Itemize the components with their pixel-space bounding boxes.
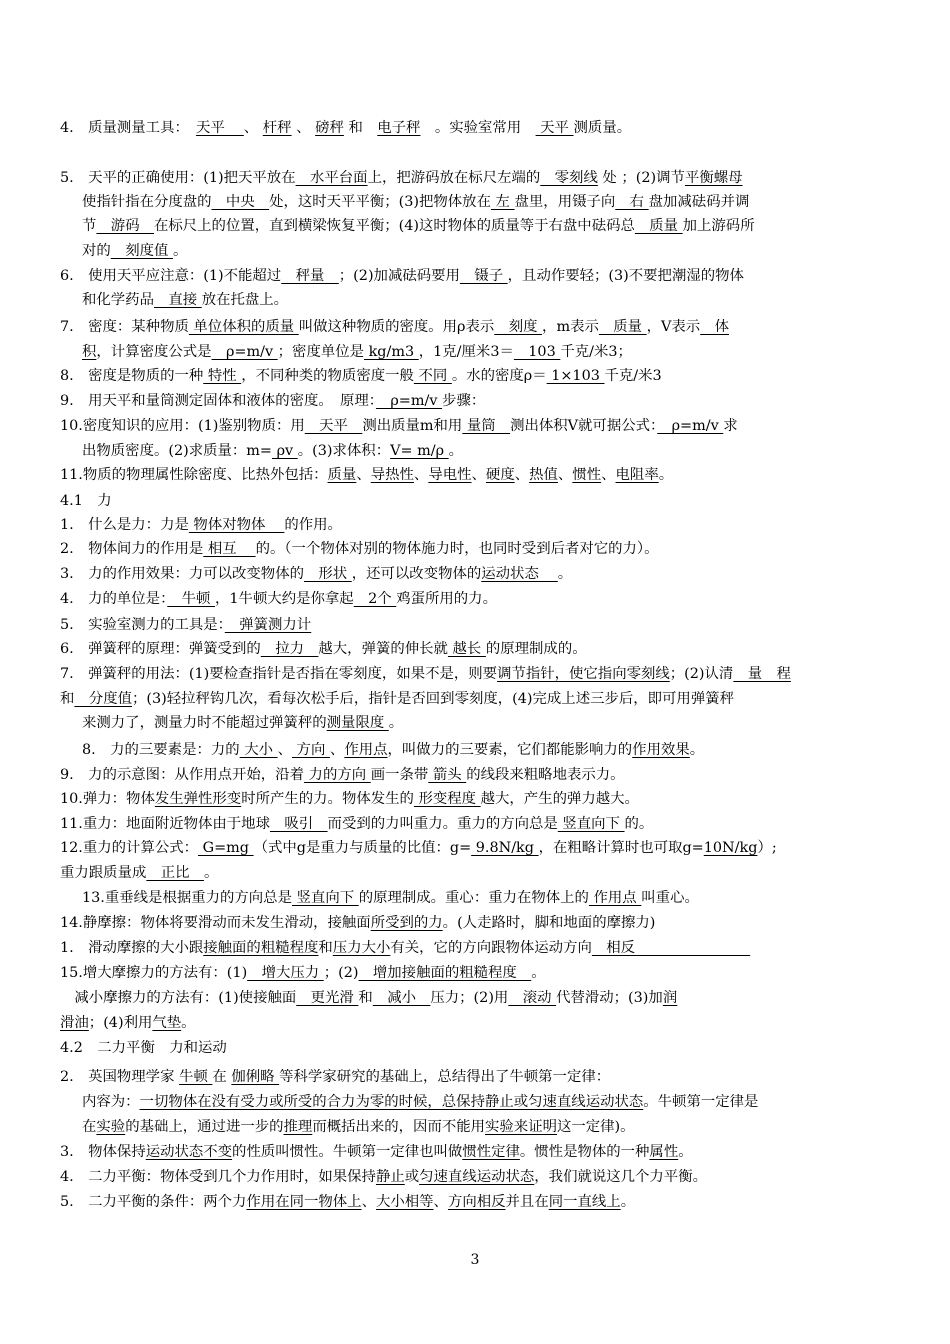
text-segment: 处，这时天平平衡；(3)把物体放在 — [269, 194, 491, 210]
text-segment: 。 — [678, 1144, 693, 1160]
text-line — [82, 214, 912, 238]
answer-blank: 一切物体在没有受力或所受的合力为零的时候，总保持静止或匀速直线运动状态 — [139, 1094, 644, 1110]
text-segment: 。 — [689, 742, 705, 758]
answer-blank: 9.8N/kg — [471, 840, 539, 856]
text-segment: ，还可以改变物体的 — [351, 566, 482, 582]
text-line — [60, 911, 890, 935]
text-segment: 。实验室常用 — [420, 120, 536, 136]
answer-blank: 惯性 — [572, 467, 602, 483]
text-segment: 、 — [514, 467, 530, 483]
text-line — [60, 315, 890, 339]
answer-blank: 作用在同一物体上 — [246, 1194, 362, 1210]
answer-blank: 中央 — [211, 194, 270, 210]
text-segment: 代替滑动；(3)加 — [556, 990, 663, 1006]
text-segment: 5. 天平的正确使用：(1)把天平放在 — [60, 170, 296, 186]
text-line — [60, 936, 890, 960]
text-segment: 叫重心。 — [641, 890, 699, 906]
text-segment: ，1克/厘米3＝ — [418, 344, 514, 360]
answer-blank: 1×103 — [546, 368, 605, 384]
answer-blank: 气垫 — [152, 1015, 182, 1031]
text-segment: 8. 力的三要素是：力的 — [82, 742, 240, 758]
text-segment: 叫做这种物质的密度。用ρ表示 — [298, 319, 495, 335]
text-segment: 、 — [329, 742, 345, 758]
answer-blank: 磅秤 — [315, 120, 344, 136]
answer-blank: 伽俐略 — [231, 1069, 280, 1085]
text-line — [60, 562, 890, 586]
text-line — [60, 1140, 890, 1164]
text-line — [60, 116, 890, 140]
answer-blank: 游码 — [96, 218, 154, 234]
text-segment: 而概括出来的，因而不能用 — [312, 1119, 486, 1135]
text-line — [60, 1165, 890, 1189]
text-segment: 5. 实验室测力的工具是： — [60, 617, 225, 633]
text-line — [60, 812, 890, 836]
text-segment: 测出质量m和用 — [362, 418, 463, 434]
text-line — [82, 1115, 912, 1139]
text-line — [82, 288, 912, 312]
answer-blank: 所受到的力 — [370, 915, 443, 931]
page-number: 3 — [470, 1252, 480, 1268]
answer-blank: 电阻率 — [615, 467, 659, 483]
answer-blank: 103 — [513, 344, 561, 360]
answer-blank: 作用点 — [344, 742, 388, 758]
answer-blank: 水平台面 — [295, 170, 368, 186]
answer-blank: 刻度 — [494, 319, 543, 335]
text-segment: 10.弹力：物体 — [60, 791, 155, 807]
text-segment: 3. 力的作用效果：力可以改变物体的 — [60, 566, 304, 582]
text-segment: 4.1 力 — [60, 493, 112, 509]
text-segment: 、 — [277, 742, 292, 758]
text-segment: 。 — [181, 1015, 196, 1031]
text-segment: 处 ；(2)调节 — [597, 170, 685, 186]
answer-blank: 秤量 — [281, 268, 339, 284]
answer-blank: 润 — [662, 990, 678, 1006]
answer-blank: 分度值 — [74, 691, 132, 707]
answer-blank: 实验 — [96, 1119, 126, 1135]
text-segment: 等科学家研究的基础上，总结得出了牛顿第一定律： — [279, 1069, 611, 1085]
answer-blank: 推理 — [283, 1119, 313, 1135]
text-segment: ；(3)轻拉秤钩几次，看每次松手后，指针是否回到零刻度，(4)完成上述三步后，即可用弹簧秤 — [131, 691, 734, 707]
text-segment: 7. 密度：某种物质 — [60, 319, 189, 335]
text-segment: 2. 英国物理学家 — [60, 1069, 180, 1085]
answer-blank: 导热性 — [370, 467, 414, 483]
answer-blank: ρ=m/v — [657, 418, 724, 434]
answer-blank: 正比 — [146, 865, 204, 881]
answer-blank: 方向 — [291, 742, 330, 758]
text-segment: 的原理制成的。 — [485, 641, 587, 657]
text-segment: 4.2 二力平衡 力和运动 — [60, 1040, 227, 1056]
text-segment: 7. 弹簧秤的用法：(1)要检查指针是否指在零刻度，如果不是，则要 — [60, 666, 498, 682]
text-line — [82, 439, 912, 463]
text-line — [60, 763, 890, 787]
answer-blank: 直接 — [153, 292, 202, 308]
answer-blank: 属性 — [649, 1144, 679, 1160]
text-segment: 越大，产生的弹力越大。 — [480, 791, 639, 807]
answer-blank: 滑油 — [60, 1015, 89, 1031]
text-segment: 越大，弹簧的伸长就 — [318, 641, 448, 657]
text-line — [60, 986, 890, 1010]
text-segment: 6. 弹簧秤的原理：弹簧受到的 — [60, 641, 261, 657]
text-segment: 、 — [413, 467, 429, 483]
text-segment: 上，把游码放在标尺左端的 — [367, 170, 541, 186]
answer-blank: 力的方向 — [303, 767, 371, 783]
text-segment: ，在粗略计算时也可取g= — [538, 840, 704, 856]
text-segment: 8. 密度是物质的一种 — [60, 368, 204, 384]
text-segment: 压力；(2)用 — [430, 990, 509, 1006]
answer-blank: 质量 — [327, 467, 357, 483]
text-line — [60, 961, 890, 985]
answer-blank: 刻度值 — [110, 243, 173, 259]
text-segment: 。 — [620, 1194, 636, 1210]
text-segment: 来测力了，测量力时不能超过弹簧秤的 — [82, 715, 327, 731]
text-segment: 、 — [471, 467, 486, 483]
text-segment: 11.物质的物理属性除密度、比热外包括： — [60, 467, 328, 483]
text-segment: 重力跟质量成 — [60, 865, 147, 881]
text-line — [60, 537, 890, 561]
answer-blank: 硬度 — [485, 467, 515, 483]
text-segment: 并且在 — [505, 1194, 549, 1210]
text-segment: 的。 — [624, 816, 654, 832]
text-line — [60, 264, 890, 288]
answer-blank: 拉力 — [260, 641, 319, 657]
answer-blank: 杆秤 — [262, 120, 292, 136]
text-segment: 和 — [358, 990, 373, 1006]
text-segment: 11.重力：地面附近物体由于地球 — [60, 816, 270, 832]
text-segment: 和化学药品 — [82, 292, 154, 308]
answer-blank: 越长 — [447, 641, 486, 657]
text-segment: 。牛顿第一定律是 — [643, 1094, 759, 1110]
answer-blank: 左 — [490, 194, 515, 210]
answer-blank: 调节指针，使它指向零刻线 — [497, 666, 670, 682]
text-line — [82, 340, 912, 364]
answer-blank: 吸引 — [269, 816, 328, 832]
text-segment: 1. 什么是力：力是 — [60, 517, 189, 533]
text-segment: ，叫做力的三要素，它们都能影响力的 — [387, 742, 633, 758]
text-segment: 、 — [243, 120, 263, 136]
text-segment: 的。（一个物体对别的物体施力时，也同时受到后者对它的力）。 — [255, 541, 659, 557]
text-line — [60, 489, 890, 513]
text-segment: 9. 力的示意图：从作用点开始，沿着 — [60, 767, 304, 783]
text-segment: 有关，它的方向跟物体运动方向 — [390, 940, 592, 956]
text-segment: 、 — [557, 467, 573, 483]
answer-blank: 量筒 — [462, 418, 511, 434]
answer-blank: ρ=m/v — [211, 344, 278, 360]
text-segment: 的原理制成。重心：重力在物体上的 — [358, 890, 589, 906]
text-line — [60, 637, 890, 661]
text-segment: 5. 二力平衡的条件：两个力 — [60, 1194, 247, 1210]
text-segment: 和 — [318, 940, 333, 956]
answer-blank: 方向相反 — [447, 1194, 506, 1210]
text-segment: ，m表示 — [542, 319, 599, 335]
answer-blank: 测量限度 — [326, 715, 389, 731]
answer-blank: 积 — [82, 344, 97, 360]
answer-blank: 增大压力 — [247, 965, 324, 981]
answer-blank: 10N/kg — [703, 840, 758, 856]
text-segment: 。 — [448, 443, 464, 459]
text-segment: ，V表示 — [646, 319, 701, 335]
answer-blank: G=mg — [198, 840, 254, 856]
answer-blank: 质量 — [634, 218, 683, 234]
text-segment: 使指针指在分度盘的 — [82, 194, 212, 210]
text-line — [60, 587, 890, 611]
answer-blank: 增加接触面的粗糙程度 — [358, 965, 532, 981]
text-segment: 。(3)求体积： — [297, 443, 391, 459]
text-segment: 。 — [172, 243, 188, 259]
answer-blank: 平衡螺母 — [684, 170, 743, 186]
text-segment: 6. 使用天平应注意：(1)不能超过 — [60, 268, 282, 284]
answer-blank: 减小 — [372, 990, 431, 1006]
answer-blank: 形状 — [303, 566, 352, 582]
text-segment: ，且动作要轻；(3)不要把潮湿的物体 — [507, 268, 744, 284]
text-segment: 15.增大摩擦力的方法有：(1) — [60, 965, 248, 981]
text-segment: ；(2)加减砝码要用 — [338, 268, 460, 284]
text-segment: 内容为： — [82, 1094, 140, 1110]
answer-blank: 匀速直线运动状态 — [419, 1169, 535, 1185]
answer-blank: 导电性 — [428, 467, 472, 483]
text-line — [60, 166, 890, 190]
text-segment: 10.密度知识的应用：(1)鉴别物质：用 — [60, 418, 305, 434]
text-segment: 4. 力的单位是： — [60, 591, 168, 607]
answer-blank: 牛顿 — [167, 591, 216, 607]
text-segment: 。 — [531, 965, 546, 981]
answer-blank: 箭头 — [428, 767, 467, 783]
text-segment: ，不同种类的物质密度一般 — [241, 368, 414, 384]
text-segment: 。惯性是物体的一种 — [519, 1144, 650, 1160]
text-segment: 2. 物体间力的作用是 — [60, 541, 204, 557]
text-segment: 这一定律)。 — [556, 1119, 635, 1135]
text-segment: ；密度单位是 — [277, 344, 365, 360]
text-segment: 鸡蛋所用的力。 — [396, 591, 497, 607]
text-segment: 、 — [601, 467, 616, 483]
text-line — [82, 1090, 912, 1114]
answer-blank: 热值 — [529, 467, 558, 483]
answer-blank: 实验来证明 — [485, 1119, 557, 1135]
text-line — [60, 787, 890, 811]
text-line — [60, 414, 890, 438]
text-segment: 而受到的力叫重力。重力的方向总是 — [327, 816, 558, 832]
answer-blank: 天平 — [535, 120, 574, 136]
answer-blank: 相互 — [203, 541, 256, 557]
text-segment: 的基础上，通过进一步的 — [125, 1119, 284, 1135]
text-segment: 节 — [82, 218, 97, 234]
text-segment: 、 — [361, 1194, 376, 1210]
text-segment: 对的 — [82, 243, 111, 259]
answer-blank: 右 — [615, 194, 649, 210]
text-segment: 千克/米3 — [604, 368, 662, 384]
text-segment: 时所产生的力。物体发生的 — [241, 791, 414, 807]
answer-blank: 不同 — [413, 368, 452, 384]
text-line — [60, 389, 890, 413]
text-line — [60, 1065, 890, 1089]
answer-blank: 零刻线 — [540, 170, 598, 186]
text-segment: 。(人走路时，脚和地面的摩擦力) — [442, 915, 656, 931]
text-segment: 盘里，用镊子向 — [514, 194, 616, 210]
text-segment: 、 — [291, 120, 316, 136]
text-segment: 步骤： — [442, 393, 486, 409]
text-segment: 放在托盘上。 — [201, 292, 289, 308]
text-segment: 、 — [433, 1194, 448, 1210]
answer-blank: V= m/ρ — [390, 443, 449, 459]
text-segment: ，我们就说这几个力平衡。 — [534, 1169, 707, 1185]
text-line — [60, 687, 890, 711]
text-line — [60, 861, 890, 885]
text-segment: 12.重力的计算公式： — [60, 840, 199, 856]
text-line — [60, 836, 890, 860]
text-segment: 1. 滑动摩擦的大小跟 — [60, 940, 204, 956]
text-segment: 在 — [212, 1069, 232, 1085]
answer-blank: 2个 — [353, 591, 397, 607]
text-segment: 和 — [60, 691, 75, 707]
answer-blank: ρv — [272, 443, 298, 459]
text-line — [60, 463, 890, 487]
answer-blank: 运动状态不变 — [145, 1144, 233, 1160]
text-segment: 4. 二力平衡：物体受到几个力作用时，如果保持 — [60, 1169, 376, 1185]
answer-blank: 天平 — [304, 418, 363, 434]
text-segment: 减小摩擦力的方法有：(1)使接触面 — [60, 990, 297, 1006]
text-line — [60, 1011, 890, 1035]
text-segment: ，计算密度公式是 — [96, 344, 212, 360]
text-segment: 出物质密度。(2)求质量：m= — [82, 443, 272, 459]
text-segment: 和 — [343, 120, 378, 136]
text-line — [60, 613, 890, 637]
answer-blank: 运动状态 — [481, 566, 558, 582]
text-segment: 14.静摩擦：物体将要滑动而未发生滑动，接触面 — [60, 915, 371, 931]
text-segment: 4. 质量测量工具： — [60, 120, 197, 136]
answer-blank: 电子秤 — [377, 120, 421, 136]
text-segment: 画一条带 — [370, 767, 429, 783]
text-segment: 在标尺上的位置，直到横梁恢复平衡；(4)这时物体的质量等于右盘中砝码总 — [153, 218, 635, 234]
answer-blank: 滚动 — [508, 990, 557, 1006]
text-line — [60, 1190, 890, 1214]
text-segment: 在 — [82, 1119, 97, 1135]
text-segment: 盘加减砝码并调 — [648, 194, 750, 210]
answer-blank: 发生弹性形变 — [154, 791, 242, 807]
text-segment: 的作用。 — [284, 517, 342, 533]
text-line — [82, 711, 912, 735]
text-segment: ；(2)认清 — [669, 666, 734, 682]
answer-blank: 竖直向下 — [557, 816, 625, 832]
text-segment: 、 — [356, 467, 371, 483]
answer-blank: 作用效果 — [632, 742, 690, 758]
text-segment: ，1牛顿大约是你拿起 — [215, 591, 354, 607]
text-segment: 。水的密度ρ＝ — [451, 368, 547, 384]
text-segment: 。 — [557, 566, 573, 582]
text-segment: 的线段来粗略地表示力。 — [466, 767, 625, 783]
answer-blank: 体 — [700, 319, 729, 335]
answer-blank: 静止 — [375, 1169, 405, 1185]
answer-blank: 单位体积的质量 — [188, 319, 299, 335]
text-segment: 9. 用天平和量筒测定固体和液体的密度。 原理： — [60, 393, 376, 409]
text-segment: 或 — [404, 1169, 420, 1185]
answer-blank: 物体对物体 — [188, 517, 285, 533]
text-segment: 。 — [658, 467, 674, 483]
text-line — [60, 513, 890, 537]
answer-blank: kg/m3 — [364, 344, 419, 360]
text-segment: ；(2) — [323, 965, 359, 981]
answer-blank: ρ=m/v — [375, 393, 443, 409]
text-line — [82, 738, 912, 762]
text-segment: 测出体积V就可据公式： — [510, 418, 658, 434]
answer-blank: 更光滑 — [296, 990, 359, 1006]
text-line — [82, 886, 912, 910]
answer-blank: 牛顿 — [179, 1069, 213, 1085]
answer-blank: 大小 — [239, 742, 278, 758]
text-line — [60, 662, 890, 686]
answer-blank: 同一直线上 — [548, 1194, 621, 1210]
text-line — [82, 239, 912, 263]
text-segment: 13.重垂线是根据重力的方向总是 — [82, 890, 292, 906]
answer-blank: 接触面的粗糙程度 — [203, 940, 319, 956]
text-segment: 测质量。 — [573, 120, 632, 136]
answer-blank: 镊子 — [459, 268, 508, 284]
answer-blank: 天平 — [196, 120, 244, 136]
answer-blank: 作用点 — [588, 890, 642, 906]
answer-blank: 压力大小 — [332, 940, 391, 956]
answer-blank: 特性 — [203, 368, 242, 384]
answer-blank: 质量 — [598, 319, 647, 335]
text-segment: 加上游码所 — [682, 218, 755, 234]
answer-blank: 惯性定律 — [462, 1144, 520, 1160]
text-segment: （式中g是重力与质量的比值：g= — [253, 840, 472, 856]
answer-blank: 竖直向下 — [291, 890, 359, 906]
answer-blank: 大小相等 — [375, 1194, 434, 1210]
answer-blank: 相反 — [591, 940, 751, 956]
answer-blank: 弹簧测力计 — [224, 617, 312, 633]
text-segment: ）; — [757, 840, 777, 856]
text-segment: 。 — [203, 865, 219, 881]
text-segment: 的性质叫惯性。牛顿第一定律也叫做 — [232, 1144, 463, 1160]
text-line — [82, 190, 912, 214]
answer-blank: 形变程度 — [413, 791, 481, 807]
text-line — [60, 1036, 890, 1060]
text-segment: ；(4)利用 — [88, 1015, 153, 1031]
text-segment: 求 — [723, 418, 738, 434]
text-line — [60, 364, 890, 388]
answer-blank: 量 程 — [733, 666, 791, 682]
text-segment: 3. 物体保持 — [60, 1144, 146, 1160]
text-segment: 。 — [388, 715, 404, 731]
text-segment: 千克/米3； — [560, 344, 632, 360]
